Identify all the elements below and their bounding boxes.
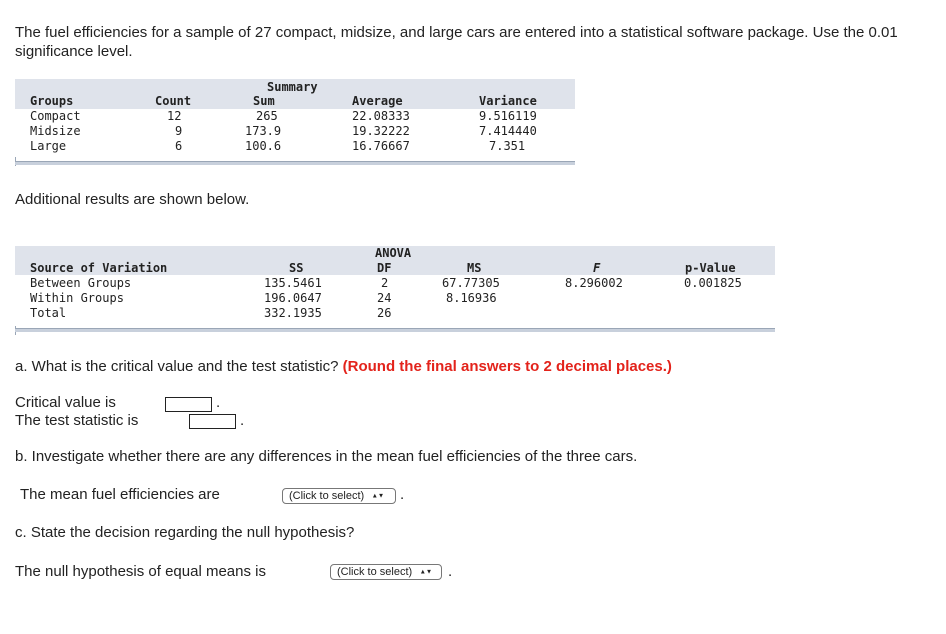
rounding-note: (Round the final answers to 2 decimal places.) <box>342 358 672 375</box>
table-cell: 22.08333 <box>352 109 410 123</box>
test-statistic-label: The test statistic is <box>15 412 139 429</box>
table-cell: Total <box>30 306 67 320</box>
table-cell: 19.32222 <box>352 124 410 138</box>
select-placeholder: (Click to select) <box>337 566 413 578</box>
summary-col-variance: Variance <box>479 94 537 108</box>
table-cell: 7.414440 <box>479 124 537 138</box>
summary-col-groups: Groups <box>30 94 74 108</box>
mean-efficiencies-label: The mean fuel efficiencies are <box>20 486 220 503</box>
table-cell: 8.16936 <box>446 291 497 305</box>
table-cell: 6 <box>175 139 183 153</box>
anova-title: ANOVA <box>375 246 412 260</box>
summary-col-sum: Sum <box>253 94 275 108</box>
select-placeholder: (Click to select) <box>289 490 365 502</box>
table-cell: 26 <box>377 306 392 320</box>
null-hypothesis-label: The null hypothesis of equal means is <box>15 563 266 580</box>
test-statistic-input[interactable] <box>189 414 236 429</box>
null-hypothesis-select[interactable] <box>330 564 442 580</box>
part-b-question: b. Investigate whether there are any differences in the mean fuel efficiencies of the three cars. <box>15 448 638 465</box>
part-c-question: c. State the decision regarding the null hypothesis? <box>15 524 355 541</box>
table-cell: 9.516119 <box>479 109 537 123</box>
critical-value-label: Critical value is <box>15 394 116 411</box>
table-cell: Between Groups <box>30 276 132 290</box>
part-a-text: a. What is the critical value and the test statistic? <box>15 358 339 375</box>
table-cell: Large <box>30 139 67 153</box>
updown-arrow-icon: ▲▼ <box>371 492 385 500</box>
summary-row-large <box>15 139 575 154</box>
anova-row-within <box>15 291 775 306</box>
anova-table <box>15 246 775 336</box>
period: . <box>400 486 405 503</box>
summary-title: Summary <box>267 80 318 94</box>
anova-row-total <box>15 306 775 321</box>
anova-col-f: F <box>593 261 601 275</box>
table-cell: Compact <box>30 109 81 123</box>
table-cell: 9 <box>175 124 183 138</box>
summary-row-compact <box>15 109 575 124</box>
period: . <box>240 412 245 429</box>
table-cell: 265 <box>256 109 278 123</box>
table-divider <box>15 161 575 165</box>
table-cell: 7.351 <box>489 139 526 153</box>
period: . <box>448 563 453 580</box>
question-intro: The fuel efficiencies for a sample of 27 compact, midsize, and large cars are entered into a statistical software package. Use the 0.01 significance level. <box>15 24 898 60</box>
period: . <box>216 394 221 411</box>
summary-col-average: Average <box>352 94 403 108</box>
summary-table <box>15 79 575 169</box>
table-cell: 16.76667 <box>352 139 410 153</box>
table-cell: 12 <box>167 109 182 123</box>
table-cell: 67.77305 <box>442 276 500 290</box>
table-cell: 24 <box>377 291 392 305</box>
table-cell: 332.1935 <box>264 306 322 320</box>
anova-col-ms: MS <box>467 261 482 275</box>
critical-value-input[interactable] <box>165 397 212 412</box>
table-cell: 8.296002 <box>565 276 623 290</box>
table-cell: Midsize <box>30 124 81 138</box>
part-a-question <box>15 358 672 375</box>
anova-col-pvalue: p-Value <box>685 261 736 275</box>
table-cell: 135.5461 <box>264 276 322 290</box>
table-cell: 100.6 <box>245 139 282 153</box>
anova-col-df: DF <box>377 261 392 275</box>
table-divider <box>15 328 775 332</box>
anova-col-ss: SS <box>289 261 304 275</box>
table-cell: 2 <box>381 276 389 290</box>
mean-efficiencies-select[interactable] <box>282 488 396 504</box>
table-cell: Within Groups <box>30 291 124 305</box>
table-cell: 196.0647 <box>264 291 322 305</box>
table-cell: 0.001825 <box>684 276 742 290</box>
additional-results-text: Additional results are shown below. <box>15 191 250 208</box>
anova-row-between <box>15 276 775 291</box>
summary-col-count: Count <box>155 94 192 108</box>
updown-arrow-icon: ▲▼ <box>419 568 433 576</box>
summary-row-midsize <box>15 124 575 139</box>
table-cell: 173.9 <box>245 124 282 138</box>
anova-col-source: Source of Variation <box>30 261 168 275</box>
